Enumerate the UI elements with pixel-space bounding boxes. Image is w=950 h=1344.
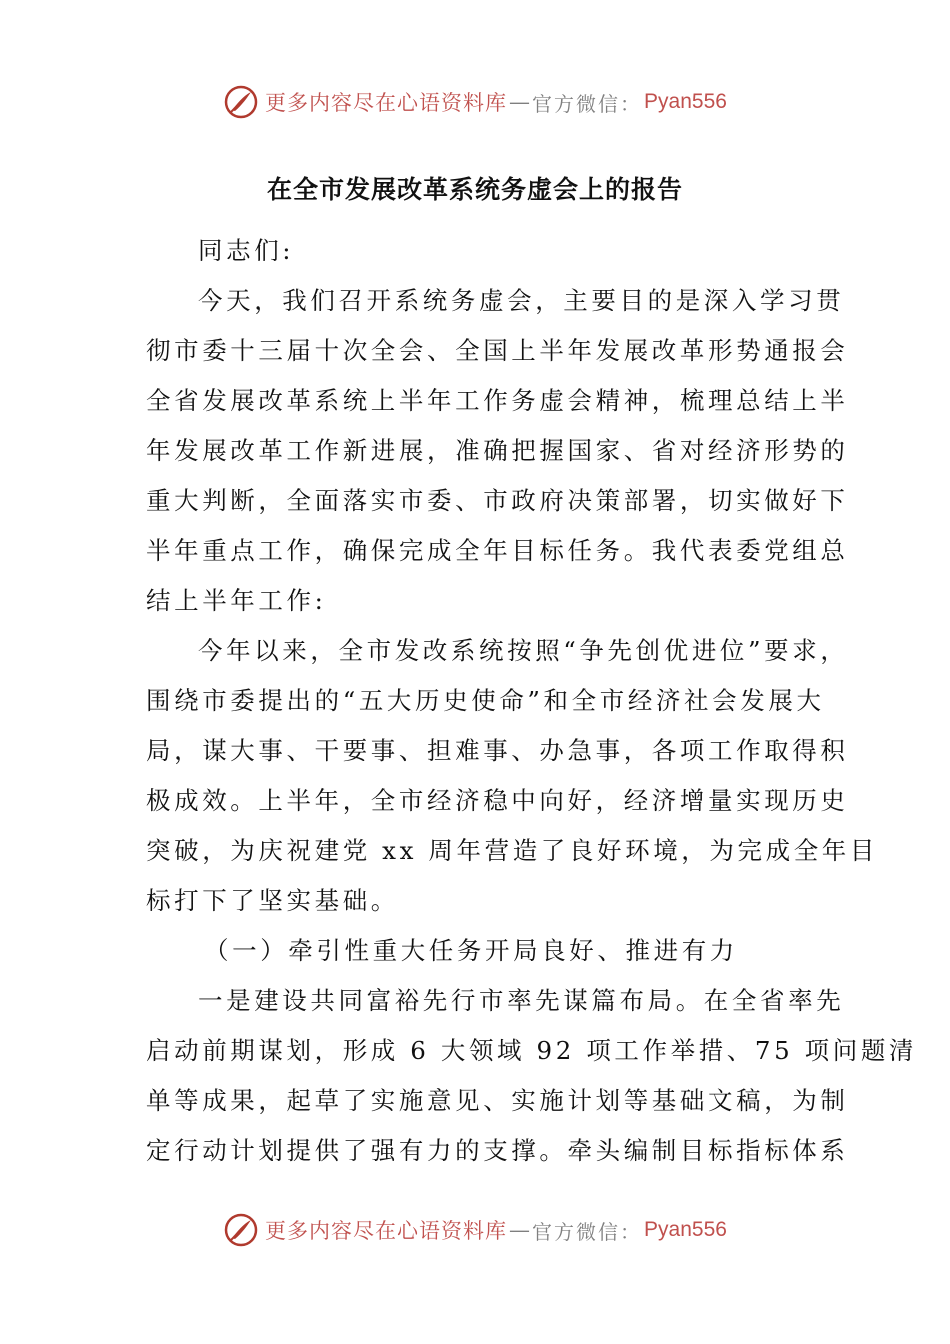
paragraph-line: 今年以来，全市发改系统按照“争先创优进位”要求， (198, 636, 849, 665)
footer-watermark (0, 1208, 950, 1252)
watermark-wechat-id: Pyan556 (644, 1218, 727, 1241)
watermark-wechat-label: 官方微信： (532, 1219, 643, 1244)
document-body (146, 226, 918, 1176)
paragraph-line: 局，谋大事、干要事、担难事、办急事，各项工作取得积 (146, 736, 849, 765)
watermark-text: 更多内容尽在心语资料库 (265, 1219, 508, 1243)
watermark-wechat-label: 官方微信： (532, 91, 643, 116)
header-watermark (0, 80, 950, 124)
section-heading: （一）牵引性重大任务开局良好、推进有力 (204, 936, 738, 965)
watermark-dash: — (509, 90, 531, 114)
paragraph-line: 启动前期谋划，形成 6 大领域 92 项工作举措、75 项问题清 (146, 1036, 918, 1065)
watermark-text: 更多内容尽在心语资料库 (265, 91, 508, 115)
pen-logo-icon (223, 1212, 259, 1248)
paragraph-line: 定行动计划提供了强有力的支撑。牵头编制目标指标体系 (146, 1136, 849, 1165)
salutation: 同志们: (198, 236, 295, 265)
pen-logo-icon (223, 84, 259, 120)
paragraph-line: 彻市委十三届十次全会、全国上半年发展改革形势通报会 (146, 336, 849, 365)
paragraph-line: 结上半年工作: (146, 586, 327, 615)
document-title: 在全市发展改革系统务虚会上的报告 (266, 175, 683, 204)
watermark-wechat-id: Pyan556 (644, 90, 727, 113)
paragraph-line: 今天，我们召开系统务虚会，主要目的是深入学习贯 (198, 286, 845, 315)
paragraph-line: 半年重点工作，确保完成全年目标任务。我代表委党组总 (146, 536, 849, 565)
paragraph-line: 单等成果，起草了实施意见、实施计划等基础文稿，为制 (146, 1086, 849, 1115)
paragraph-line: 极成效。上半年，全市经济稳中向好，经济增量实现历史 (146, 786, 849, 815)
paragraph-line: 围绕市委提出的“五大历史使命”和全市经济社会发展大 (146, 686, 825, 715)
watermark-dash: — (509, 1218, 531, 1242)
paragraph-line: 一是建设共同富裕先行市率先谋篇布局。在全省率先 (198, 986, 845, 1015)
paragraph-line: 标打下了坚实基础。 (146, 886, 399, 915)
paragraph-line: 重大判断，全面落实市委、市政府决策部署，切实做好下 (146, 486, 849, 515)
paragraph-line: 突破，为庆祝建党 xx 周年营造了良好环境，为完成全年目 (146, 836, 879, 865)
paragraph-line: 全省发展改革系统上半年工作务虚会精神，梳理总结上半 (146, 386, 849, 415)
paragraph-line: 年发展改革工作新进展，准确把握国家、省对经济形势的 (146, 436, 849, 465)
